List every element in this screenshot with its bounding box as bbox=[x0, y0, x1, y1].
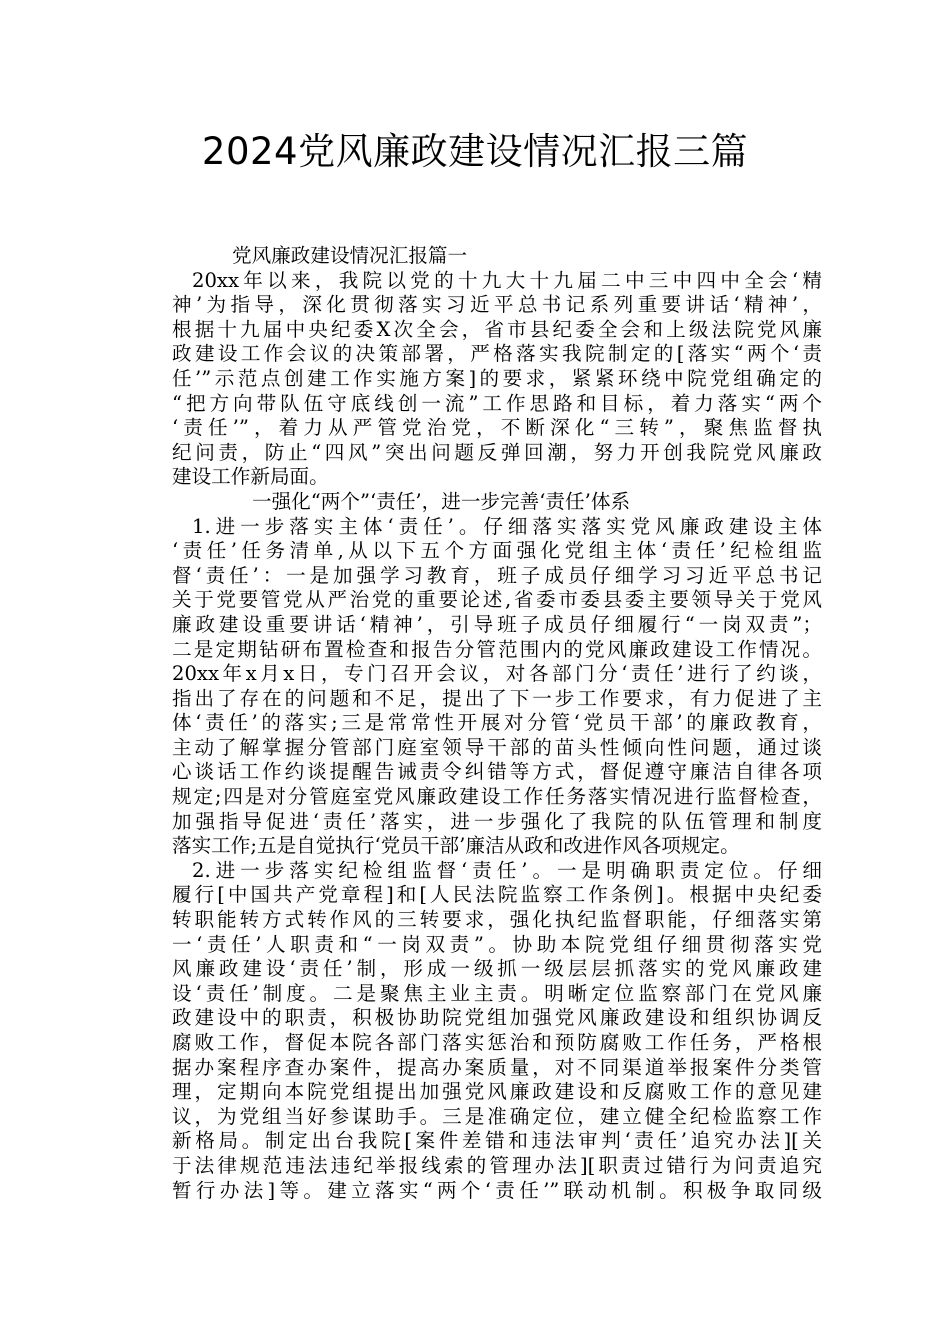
paragraph-line: ‘责任’任务清单,从以下五个方面强化党组主体‘责任’纪检组监 bbox=[172, 539, 822, 563]
paragraph-line: 体‘责任’的落实;三是常常性开展对分管‘党员干部’的廉政教育， bbox=[172, 711, 822, 735]
paragraph-line: 廉政建设重要讲话‘精神’，引导班子成员仔细履行“一岗双责”； bbox=[172, 612, 822, 636]
paragraph-line: 风廉政建设‘责任’制，形成一级抓一级层层抓落实的党风廉政建 bbox=[172, 957, 822, 981]
paragraph-line: 20xx年x月x日，专门召开会议，对各部门分‘责任’进行了约谈， bbox=[172, 662, 822, 686]
paragraph-line: 根据十九届中央纪委X次全会，省市县纪委全会和上级法院党风廉 bbox=[172, 317, 822, 341]
paragraph-line: 指出了存在的问题和不足，提出了下一步工作要求，有力促进了主 bbox=[172, 686, 822, 710]
paragraph-line: 心谈话工作约谈提醒告诫责令纠错等方式，督促遵守廉洁自律各项 bbox=[172, 760, 822, 784]
paragraph-line: 落实工作;五是自觉执行‘党员干部’廉洁从政和改进作风各项规定。 bbox=[172, 834, 740, 858]
paragraph-line: 议，为党组当好参谋助手。三是准确定位，建立健全纪检监察工作 bbox=[172, 1104, 822, 1128]
paragraph-line: 20xx年以来，我院以党的十九大十九届二中三中四中全会‘精 bbox=[192, 268, 822, 292]
paragraph-line: 纪问责，防止“四风”突出问题反弹回潮，努力开创我院党风廉政 bbox=[172, 440, 822, 464]
paragraph-line: 1.进一步落实主体‘责任’。仔细落实落实党风廉政建设主体 bbox=[192, 514, 822, 538]
document-title: 2024党风廉政建设情况汇报三篇 bbox=[201, 130, 749, 173]
paragraph-line: 设‘责任’制度。二是聚焦主业主责。明晰定位监察部门在党风廉 bbox=[172, 981, 822, 1005]
paragraph-line: 新格局。制定出台我院[案件差错和违法审判‘责任’追究办法][关 bbox=[172, 1129, 822, 1153]
paragraph-line: ‘责任’”，着力从严管党治党，不断深化“三转”，聚焦监督执 bbox=[172, 416, 822, 440]
paragraph-line: 建设工作新局面。 bbox=[172, 465, 329, 489]
section-subheading: 一强化“两个”‘责任’，进一步完善‘责任’体系 bbox=[252, 489, 631, 513]
paragraph-line: 二是定期钻研布置检查和报告分管范围内的党风廉政建设工作情况。 bbox=[172, 637, 822, 661]
paragraph-line: 转职能转方式转作风的三转要求，强化执纪监督职能，仔细落实第 bbox=[172, 908, 822, 932]
paragraph-line: 政建设中的职责，积极协助院党组加强党风廉政建设和组织协调反 bbox=[172, 1006, 822, 1030]
paragraph-line: 关于党要管党从严治党的重要论述,省委市委县委主要领导关于党风 bbox=[172, 588, 822, 612]
paragraph-line: 神’为指导，深化贯彻落实习近平总书记系列重要讲话‘精神’， bbox=[172, 293, 822, 317]
paragraph-line: 暂行办法]等。建立落实“两个‘责任’”联动机制。积极争取同级 bbox=[172, 1178, 822, 1202]
document-body bbox=[172, 244, 822, 1203]
paragraph-line: 腐败工作，督促本院各部门落实惩治和预防腐败工作任务，严格根 bbox=[172, 1031, 822, 1054]
paragraph-line: 督‘责任’：一是加强学习教育，班子成员仔细学习习近平总书记 bbox=[172, 563, 822, 587]
paragraph-line: “把方向带队伍守底线创一流”工作思路和目标，着力落实“两个 bbox=[172, 391, 822, 415]
paragraph-line: 履行[中国共产党章程]和[人民法院监察工作条例]。根据中央纪委 bbox=[172, 883, 822, 907]
section-heading: 党风廉政建设情况汇报篇一 bbox=[232, 244, 468, 267]
paragraph-line: 据办案程序查办案件，提高办案质量，对不同渠道举报案件分类管 bbox=[172, 1055, 822, 1079]
paragraph-line: 政建设工作会议的决策部署，严格落实我院制定的[落实“两个‘责 bbox=[172, 342, 822, 366]
paragraph-line: 于法律规范违法违纪举报线索的管理办法][职责过错行为问责追究 bbox=[172, 1153, 822, 1177]
paragraph-line: 一‘责任’人职责和“一岗双责”。协助本院党组仔细贯彻落实党 bbox=[172, 932, 822, 956]
paragraph-line: 任’”示范点创建工作实施方案]的要求，紧紧环绕中院党组确定的 bbox=[172, 366, 822, 390]
paragraph-line: 理，定期向本院党组提出加强党风廉政建设和反腐败工作的意见建 bbox=[172, 1080, 822, 1104]
paragraph-line: 2.进一步落实纪检组监督‘责任’。一是明确职责定位。仔细 bbox=[192, 858, 822, 882]
paragraph-line: 加强指导促进‘责任’落实，进一步强化了我院的队伍管理和制度 bbox=[172, 809, 822, 833]
paragraph-line: 规定;四是对分管庭室党风廉政建设工作任务落实情况进行监督检查， bbox=[172, 785, 822, 809]
paragraph-line: 主动了解掌握分管部门庭室领导干部的苗头性倾向性问题，通过谈 bbox=[172, 735, 822, 759]
